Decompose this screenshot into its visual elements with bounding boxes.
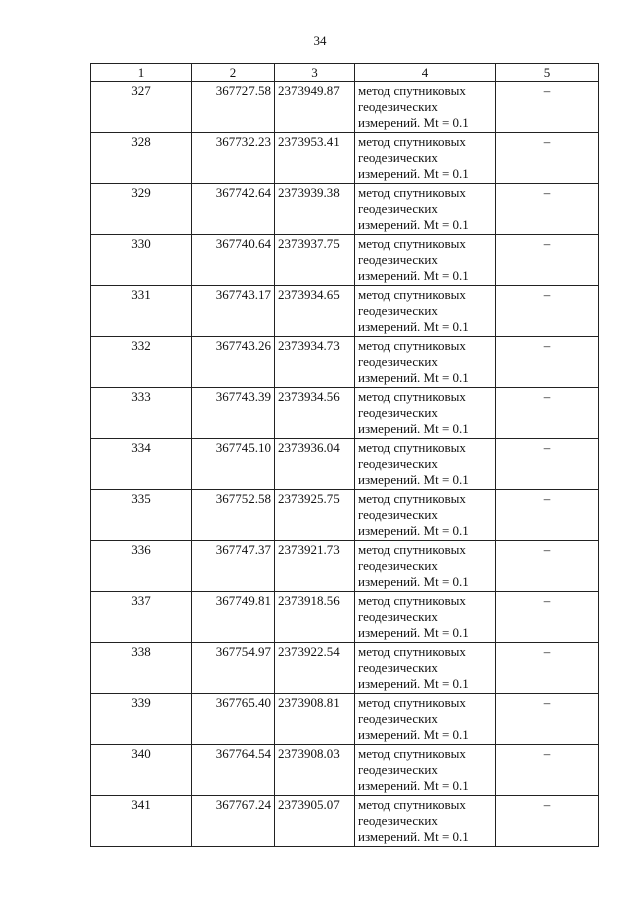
method-line: измерений. Mt = 0.1 bbox=[358, 574, 469, 589]
method-line: геодезических bbox=[358, 354, 438, 369]
y-coordinate-cell: 2373921.73 bbox=[275, 541, 355, 592]
y-coordinate-cell: 2373908.81 bbox=[275, 694, 355, 745]
method-cell bbox=[355, 541, 496, 592]
y-coordinate-cell: 2373922.54 bbox=[275, 643, 355, 694]
point-number-cell: 328 bbox=[91, 133, 192, 184]
x-coordinate-cell: 367740.64 bbox=[192, 235, 275, 286]
method-line: метод спутниковых bbox=[358, 440, 466, 455]
table-row bbox=[91, 745, 599, 796]
method-cell bbox=[355, 439, 496, 490]
y-coordinate-cell: 2373934.56 bbox=[275, 388, 355, 439]
method-line: геодезических bbox=[358, 303, 438, 318]
point-number-cell: 334 bbox=[91, 439, 192, 490]
method-line: метод спутниковых bbox=[358, 695, 466, 710]
method-line: измерений. Mt = 0.1 bbox=[358, 472, 469, 487]
method-line: метод спутниковых bbox=[358, 593, 466, 608]
y-coordinate-cell: 2373934.73 bbox=[275, 337, 355, 388]
x-coordinate-cell: 367752.58 bbox=[192, 490, 275, 541]
table-body bbox=[91, 82, 599, 847]
method-cell bbox=[355, 796, 496, 847]
method-line: геодезических bbox=[358, 660, 438, 675]
point-number-cell: 341 bbox=[91, 796, 192, 847]
method-line: измерений. Mt = 0.1 bbox=[358, 370, 469, 385]
coordinates-table bbox=[90, 63, 599, 847]
table-row bbox=[91, 694, 599, 745]
method-line: метод спутниковых bbox=[358, 389, 466, 404]
method-line: геодезических bbox=[358, 762, 438, 777]
point-number-cell: 338 bbox=[91, 643, 192, 694]
table-row bbox=[91, 643, 599, 694]
header-col-3: 3 bbox=[275, 64, 355, 82]
y-coordinate-cell: 2373905.07 bbox=[275, 796, 355, 847]
y-coordinate-cell: 2373918.56 bbox=[275, 592, 355, 643]
table-row bbox=[91, 184, 599, 235]
note-cell: – bbox=[496, 235, 599, 286]
header-col-5: 5 bbox=[496, 64, 599, 82]
method-line: измерений. Mt = 0.1 bbox=[358, 523, 469, 538]
point-number-cell: 332 bbox=[91, 337, 192, 388]
method-cell bbox=[355, 694, 496, 745]
note-cell: – bbox=[496, 286, 599, 337]
table-header-row bbox=[91, 64, 599, 82]
method-line: измерений. Mt = 0.1 bbox=[358, 421, 469, 436]
table-row bbox=[91, 337, 599, 388]
y-coordinate-cell: 2373908.03 bbox=[275, 745, 355, 796]
method-line: метод спутниковых bbox=[358, 338, 466, 353]
header-col-1: 1 bbox=[91, 64, 192, 82]
table-row bbox=[91, 796, 599, 847]
note-cell: – bbox=[496, 133, 599, 184]
point-number-cell: 329 bbox=[91, 184, 192, 235]
method-line: метод спутниковых bbox=[358, 542, 466, 557]
note-cell: – bbox=[496, 490, 599, 541]
y-coordinate-cell: 2373953.41 bbox=[275, 133, 355, 184]
note-cell: – bbox=[496, 439, 599, 490]
x-coordinate-cell: 367743.17 bbox=[192, 286, 275, 337]
method-line: метод спутниковых bbox=[358, 491, 466, 506]
note-cell: – bbox=[496, 694, 599, 745]
point-number-cell: 330 bbox=[91, 235, 192, 286]
point-number-cell: 333 bbox=[91, 388, 192, 439]
method-line: геодезических bbox=[358, 711, 438, 726]
method-line: геодезических bbox=[358, 558, 438, 573]
method-cell bbox=[355, 286, 496, 337]
point-number-cell: 327 bbox=[91, 82, 192, 133]
x-coordinate-cell: 367743.39 bbox=[192, 388, 275, 439]
note-cell: – bbox=[496, 592, 599, 643]
method-line: метод спутниковых bbox=[358, 746, 466, 761]
method-line: метод спутниковых bbox=[358, 185, 466, 200]
method-line: измерений. Mt = 0.1 bbox=[358, 727, 469, 742]
y-coordinate-cell: 2373939.38 bbox=[275, 184, 355, 235]
note-cell: – bbox=[496, 643, 599, 694]
table-row bbox=[91, 286, 599, 337]
table-row bbox=[91, 439, 599, 490]
note-cell: – bbox=[496, 337, 599, 388]
method-line: геодезических bbox=[358, 99, 438, 114]
x-coordinate-cell: 367765.40 bbox=[192, 694, 275, 745]
note-cell: – bbox=[496, 541, 599, 592]
y-coordinate-cell: 2373934.65 bbox=[275, 286, 355, 337]
note-cell: – bbox=[496, 745, 599, 796]
note-cell: – bbox=[496, 388, 599, 439]
x-coordinate-cell: 367767.24 bbox=[192, 796, 275, 847]
y-coordinate-cell: 2373936.04 bbox=[275, 439, 355, 490]
x-coordinate-cell: 367764.54 bbox=[192, 745, 275, 796]
x-coordinate-cell: 367745.10 bbox=[192, 439, 275, 490]
note-cell: – bbox=[496, 82, 599, 133]
method-line: геодезических bbox=[358, 507, 438, 522]
method-line: измерений. Mt = 0.1 bbox=[358, 217, 469, 232]
method-cell bbox=[355, 184, 496, 235]
header-col-4: 4 bbox=[355, 64, 496, 82]
method-line: измерений. Mt = 0.1 bbox=[358, 778, 469, 793]
x-coordinate-cell: 367727.58 bbox=[192, 82, 275, 133]
method-line: метод спутниковых bbox=[358, 644, 466, 659]
x-coordinate-cell: 367754.97 bbox=[192, 643, 275, 694]
method-cell bbox=[355, 235, 496, 286]
table-row bbox=[91, 541, 599, 592]
point-number-cell: 336 bbox=[91, 541, 192, 592]
method-line: измерений. Mt = 0.1 bbox=[358, 166, 469, 181]
method-line: измерений. Mt = 0.1 bbox=[358, 268, 469, 283]
page-number: 34 bbox=[313, 33, 327, 48]
note-cell: – bbox=[496, 184, 599, 235]
method-line: метод спутниковых bbox=[358, 83, 466, 98]
method-cell bbox=[355, 337, 496, 388]
method-line: геодезических bbox=[358, 405, 438, 420]
method-line: измерений. Mt = 0.1 bbox=[358, 829, 469, 844]
table-row bbox=[91, 388, 599, 439]
method-line: геодезических bbox=[358, 201, 438, 216]
x-coordinate-cell: 367749.81 bbox=[192, 592, 275, 643]
x-coordinate-cell: 367743.26 bbox=[192, 337, 275, 388]
y-coordinate-cell: 2373949.87 bbox=[275, 82, 355, 133]
method-cell bbox=[355, 82, 496, 133]
method-line: метод спутниковых bbox=[358, 134, 466, 149]
method-cell bbox=[355, 388, 496, 439]
method-line: геодезических bbox=[358, 150, 438, 165]
y-coordinate-cell: 2373925.75 bbox=[275, 490, 355, 541]
method-line: метод спутниковых bbox=[358, 236, 466, 251]
table-row bbox=[91, 490, 599, 541]
method-line: метод спутниковых bbox=[358, 797, 466, 812]
method-cell bbox=[355, 745, 496, 796]
header-col-2: 2 bbox=[192, 64, 275, 82]
x-coordinate-cell: 367747.37 bbox=[192, 541, 275, 592]
point-number-cell: 337 bbox=[91, 592, 192, 643]
method-line: геодезических bbox=[358, 813, 438, 828]
method-line: измерений. Mt = 0.1 bbox=[358, 115, 469, 130]
method-cell bbox=[355, 592, 496, 643]
x-coordinate-cell: 367742.64 bbox=[192, 184, 275, 235]
point-number-cell: 331 bbox=[91, 286, 192, 337]
table-row bbox=[91, 82, 599, 133]
y-coordinate-cell: 2373937.75 bbox=[275, 235, 355, 286]
point-number-cell: 335 bbox=[91, 490, 192, 541]
method-line: геодезических bbox=[358, 609, 438, 624]
point-number-cell: 340 bbox=[91, 745, 192, 796]
point-number-cell: 339 bbox=[91, 694, 192, 745]
method-cell bbox=[355, 490, 496, 541]
table-row bbox=[91, 592, 599, 643]
x-coordinate-cell: 367732.23 bbox=[192, 133, 275, 184]
method-line: геодезических bbox=[358, 456, 438, 471]
method-cell bbox=[355, 643, 496, 694]
method-line: измерений. Mt = 0.1 bbox=[358, 319, 469, 334]
method-line: измерений. Mt = 0.1 bbox=[358, 625, 469, 640]
method-line: геодезических bbox=[358, 252, 438, 267]
method-line: измерений. Mt = 0.1 bbox=[358, 676, 469, 691]
method-line: метод спутниковых bbox=[358, 287, 466, 302]
table-row bbox=[91, 235, 599, 286]
method-cell bbox=[355, 133, 496, 184]
note-cell: – bbox=[496, 796, 599, 847]
table-row bbox=[91, 133, 599, 184]
